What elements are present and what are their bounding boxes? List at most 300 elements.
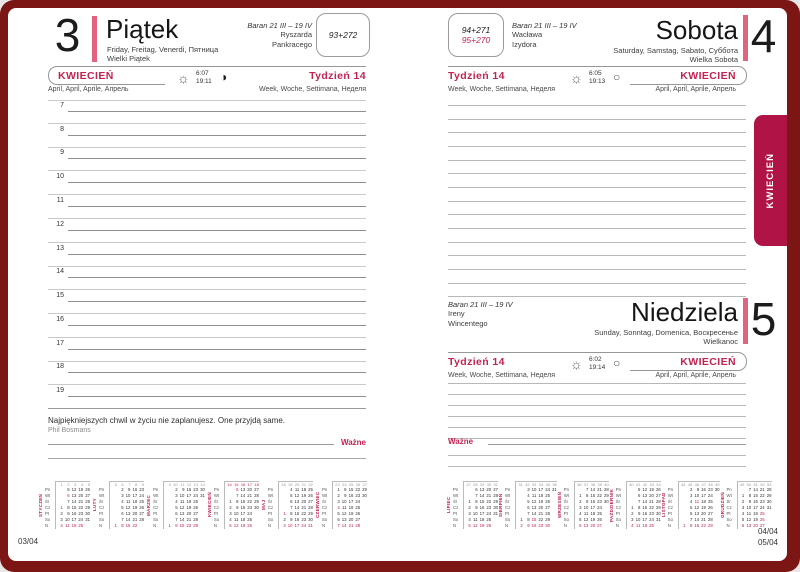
week-number: 17 [245,481,252,487]
day-number: 23 [707,487,713,492]
day-number: 6 [121,511,124,516]
day-number: 27 [597,523,602,528]
day-number: 26 [85,487,90,492]
day-number: 8 [236,499,239,504]
sunday-week-intl: Week, Woche, Settimana, Неделя [448,372,556,379]
day-number: 9 [527,523,530,528]
weekday-label: So [505,517,516,523]
day-number: 12 [341,511,347,516]
week-number: 27 [464,481,471,487]
day-number: 25 [139,499,145,504]
day-number: 15 [179,523,185,528]
day-number: 10 [635,517,641,522]
hour-label: 9 [60,149,64,156]
day-number: 18 [301,487,307,492]
day-number: 16 [479,505,485,510]
day-number: 14 [341,523,347,528]
day-number: 15 [531,517,537,522]
sun-icon: ☼ [570,70,583,86]
day-number: 24 [193,493,199,498]
weekday-label: N [668,523,679,529]
day-number: 3 [337,499,340,504]
day-number: 29 [85,505,90,510]
ruled-line [448,455,746,456]
hour-label: 7 [60,102,64,109]
day-number: 24 [355,499,361,504]
weekday-label: Śr [564,499,575,505]
weekday-label: Pn [616,487,627,493]
weekday-label: Cz [727,505,738,511]
mini-month-name: GRUDZIEŃ [719,492,725,518]
week-number: 36 [575,481,582,487]
mini-month-name: PAŹDZIERNIK [608,488,614,522]
week-number: 8 [130,481,137,487]
right-footer-date-saturday: 04/04 [757,527,778,536]
day-number: 3 [741,505,745,510]
day-number: 3 [60,517,63,522]
weekday-label: Wt [505,493,516,499]
day-number: 10 [694,493,700,498]
day-number: 3 [631,517,634,522]
saturday-day-number: 4 [750,10,776,62]
weekday-label: N [45,523,56,529]
day-number: 19 [701,505,706,510]
day-number: 6 [236,487,239,492]
day-number: 9 [344,493,347,498]
week-number: 21 [299,481,306,487]
week-number: 37 [582,481,589,487]
day-number: 18 [348,505,354,510]
day-number: 1 [229,499,232,504]
day-number: 16 [348,493,354,498]
day-number: 18 [186,499,192,504]
day-number: 18 [240,517,246,522]
weekday-label: Śr [99,499,110,505]
weekday-label: Wt [214,493,225,499]
day-number: 4 [527,493,530,498]
day-number [491,523,498,529]
day-number: 16 [132,487,138,492]
day-number: 8 [527,517,530,522]
day-number: 17 [132,493,138,498]
day-number: 2 [121,487,124,492]
day-number: 5 [229,523,232,528]
weekday-label: So [322,517,333,523]
day-number: 29 [655,505,661,510]
week-number: 31 [516,481,523,487]
day-number: 25 [308,487,313,492]
saturday-sunrise: 6:05 [589,70,602,77]
weekday-label: Pt [99,511,110,517]
day-number: 15 [348,487,354,492]
day-number: 27 [308,499,313,504]
ruled-line [448,405,746,406]
day-number: 17 [240,511,246,516]
day-number: 29 [308,511,313,516]
day-number: 30 [493,505,498,510]
day-number: 4 [741,511,745,516]
day-number: 14 [531,511,537,516]
day-number: 24 [139,493,145,498]
day-number: 27 [493,487,498,492]
week-number: 11 [178,481,185,487]
hour-label: 15 [56,292,64,299]
day-number: 5 [290,493,293,498]
day-number: 19 [301,493,307,498]
day-number: 9 [585,499,589,504]
day-number: 2 [631,511,634,516]
sunday-sunset: 19:14 [589,364,606,371]
day-number: 7 [748,487,752,492]
day-number: 22 [186,523,192,528]
day-number: 31 [655,517,661,522]
week-number: 49 [738,481,745,487]
day-number: 26 [545,499,550,504]
weekday-label: Cz [214,505,225,511]
weekday-label: Śr [322,499,333,505]
weekday-label: Wt [268,493,279,499]
day-number: 21 [78,499,84,504]
day-number: 1 [683,523,686,528]
weekday-label: Pn [668,487,679,493]
day-number: 28 [308,505,313,510]
day-number: 6 [475,487,478,492]
day-number: 30 [766,499,772,504]
day-number: 21 [759,487,765,492]
left-week-intl: Week, Woche, Settimana, Неделя [258,86,366,93]
weekday-label: Pn [214,487,225,493]
day-number: 23 [355,493,361,498]
day-number: 13 [694,511,700,516]
day-number: 10 [64,517,70,522]
day-number: 14 [590,487,596,492]
sunday-nameday-2: Wincentego [448,318,488,328]
day-number: 14 [179,517,185,522]
mini-month [446,481,498,529]
left-day-of-year: 93+272 [328,30,358,40]
day-number: 21 [348,523,354,528]
left-day-name-intl: Friday, Freitag, Venerdi, Пятница [107,45,219,54]
day-number: 18 [753,511,758,516]
day-number: 15 [694,523,700,528]
day-number: 15 [71,505,77,510]
day-number: 2 [741,499,745,504]
quote-text: Najpiękniejszych chwil w życiu nie zaplanujesz. One przyjdą same. [48,416,285,425]
day-number: 31 [766,505,772,510]
sun-icon: ☼ [570,356,583,372]
weekday-label: Wt [322,493,333,499]
day-number: 16 [71,511,77,516]
weekday-label: Pn [564,487,575,493]
weekday-label: Wt [727,493,738,499]
day-number: 15 [642,505,648,510]
day-number: 11 [125,499,131,504]
ruled-line [448,416,746,417]
moon-phase-icon: ○ [613,356,621,370]
week-number: 50 [744,481,751,487]
weekday-label: Cz [322,505,333,511]
day-number: 1 [579,493,582,498]
week-number: 52 [758,481,765,487]
saturday-nameday-1: Wacława [512,30,543,40]
week-number: 18 [252,481,259,487]
week-number: 38 [588,481,595,487]
moon-phase-icon: ○ [613,70,621,84]
day-number: 12 [746,517,752,522]
day-number: 7 [175,517,178,522]
left-sunrise: 6:07 [196,70,209,77]
day-number: 4 [579,511,582,516]
weekday-label: Pn [45,487,56,493]
day-number: 20 [301,499,307,504]
saturday-day-name: Sobota [655,15,738,45]
day-number: 4 [175,499,178,504]
day-number: 24 [301,523,307,528]
week-number: 31 [491,481,498,487]
mini-month [557,481,609,529]
day-number: 30 [200,487,205,492]
weekday-label: So [153,517,164,523]
day-number: 2 [337,493,340,498]
weekday-label: Śr [453,499,464,505]
day-number: 31 [308,523,313,528]
week-number: 46 [692,481,699,487]
day-number: 24 [759,505,765,510]
saturday-nameday-2: Izydora [512,39,537,49]
day-number: 29 [254,499,259,504]
weekday-label: Pn [453,487,464,493]
day-number: 6 [579,523,582,528]
weekday-label: Pn [268,487,279,493]
weekday-label: Cz [616,505,627,511]
day-number: 4 [121,499,124,504]
day-number: 17 [348,499,354,504]
mini-month-name: LIPIEC [446,496,451,514]
left-day-number: 3 [54,9,80,61]
day-number: 15 [240,499,246,504]
weekday-label: Pt [727,511,738,517]
day-number: 15 [125,523,131,528]
day-number: 17 [294,523,300,528]
day-number: 19 [479,523,485,528]
week-number: 36 [550,481,557,487]
day-number: 16 [590,499,596,504]
weekday-label: N [268,523,279,529]
day-number: 30 [655,511,661,516]
week-number: 47 [699,481,706,487]
day-number: 12 [583,517,589,522]
day-number: 3 [468,511,471,516]
weekday-label: Pt [322,511,333,517]
day-number: 16 [701,487,706,492]
day-number: 26 [308,493,313,498]
day-number: 7 [585,487,589,492]
day-number: 18 [642,523,648,528]
weekday-label: Pt [453,511,464,517]
day-number: 12 [71,487,77,492]
day-number: 11 [234,517,239,522]
day-number: 10 [746,505,752,510]
day-number: 12 [125,505,131,510]
day-number: 11 [342,505,347,510]
day-number: 5 [527,499,530,504]
mini-month [609,481,661,529]
sunday-month-label: KWIECIEŃ [680,356,736,368]
day-number: 8 [344,487,347,492]
day-number: 19 [132,505,138,510]
hour-label: 13 [56,245,64,252]
day-number: 13 [479,487,485,492]
day-number: 5 [689,505,693,510]
day-number: 15 [294,511,300,516]
day-number: 1 [631,505,634,510]
week-number: 27 [360,481,367,487]
day-number: 9 [637,511,641,516]
day-number: 24 [545,487,550,492]
day-number: 3 [527,487,530,492]
day-number: 13 [531,505,537,510]
day-number: 26 [486,523,492,528]
day-number: 22 [649,505,654,510]
day-number: 13 [240,487,246,492]
day-number: 2 [175,487,178,492]
mini-month-name: LISTOPAD [660,492,666,518]
saturday-month-intl: April, April, Aprile, Апрель [655,86,736,93]
day-number: 6 [637,493,641,498]
ruled-line [448,427,746,428]
mini-month-name: WRZESIEŃ [556,491,562,519]
day-number: 18 [538,493,544,498]
day-number: 9 [128,487,131,492]
sunday-zodiac: Baran 21 III – 19 IV [448,300,513,309]
day-number: 11 [473,517,478,522]
week-number: 14 [198,481,205,487]
day-number: 30 [362,493,367,498]
day-number: 7 [67,499,70,504]
ruled-line [448,383,746,384]
weekday-label: Wt [564,493,575,499]
day-number: 9 [290,517,293,522]
day-number: 1 [283,511,286,516]
week-number: 39 [595,481,602,487]
day-number: 5 [579,517,582,522]
day-number: 17 [71,517,77,522]
day-number: 19 [538,499,544,504]
day-number: 6 [290,499,293,504]
day-number: 5 [121,505,124,510]
day-number: 8 [290,511,293,516]
day-number: 10 [287,523,293,528]
weekday-label: Śr [668,499,679,505]
week-number: 48 [706,481,713,487]
day-number: 10 [233,511,239,516]
day-number: 26 [193,505,199,510]
day-number: 8 [67,505,70,510]
day-number: 20 [753,523,758,528]
day-number: 27 [254,487,259,492]
week-number: 44 [679,481,686,487]
day-number: 12 [179,505,185,510]
day-number: 5 [337,511,340,516]
day-number: 11 [746,511,752,516]
weekday-label: N [727,523,738,529]
day-number: 15 [753,493,758,498]
day-number: 24 [649,517,654,522]
day-number: 18 [479,517,485,522]
day-number: 22 [78,505,84,510]
day-number: 21 [132,517,138,522]
day-number: 11 [179,499,185,504]
day-number: 9 [748,499,752,504]
day-number: 10 [179,493,185,498]
day-number: 21 [186,517,192,522]
weekday-label: So [616,517,627,523]
day-number: 4 [60,523,63,528]
day-number: 28 [139,517,145,522]
day-number: 2 [468,505,471,510]
week-number: 25 [347,481,354,487]
saturday-day-name-intl: Saturday, Samstag, Sabato, Суббота [613,46,738,55]
day-number: 26 [707,505,713,510]
day-number: 5 [175,505,178,510]
day-number: 3 [689,493,693,498]
day-number: 21 [486,493,492,498]
mini-month-name: MARZEC [146,494,152,516]
weekday-label: Śr [45,499,56,505]
day-number: 28 [493,493,498,498]
day-number: 12 [294,493,300,498]
ruled-line [448,394,746,395]
day-number: 10 [125,493,131,498]
day-number: 4 [631,523,634,528]
day-number: 23 [486,505,492,510]
day-number: 19 [649,487,654,492]
day-number: 19 [753,517,758,522]
day-number: 23 [759,499,765,504]
day-number [654,523,661,529]
day-number: 13 [746,523,752,528]
mini-month-name: MAJ [260,499,266,511]
weekday-label: Śr [268,499,279,505]
day-number: 7 [689,517,693,522]
day-number: 11 [635,523,641,528]
left-week-label: Tydzień 14 [309,70,366,82]
day-number: 24 [597,505,602,510]
weekday-label: Śr [727,499,738,505]
day-number: 20 [649,493,654,498]
weekday-label: Pn [153,487,164,493]
sunday-holiday: Wielkanoc [703,337,738,346]
weekday-label: Wt [99,493,110,499]
day-number: 10 [583,505,589,510]
day-number: 25 [707,499,713,504]
weekday-label: Cz [45,505,56,511]
day-number: 30 [85,511,90,516]
day-number: 13 [125,511,131,516]
day-number: 28 [193,517,199,522]
day-number: 30 [254,505,259,510]
week-number: 30 [484,481,491,487]
day-number [713,523,720,529]
day-number: 13 [583,523,589,528]
day-number: 25 [486,517,492,522]
weekday-label: Wt [616,493,627,499]
day-number: 1 [741,493,745,498]
right-footer-date-sunday: 05/04 [757,538,778,547]
saturday-holiday: Wielka Sobota [689,55,738,64]
weekday-label: Wt [45,493,56,499]
day-number: 28 [254,493,259,498]
